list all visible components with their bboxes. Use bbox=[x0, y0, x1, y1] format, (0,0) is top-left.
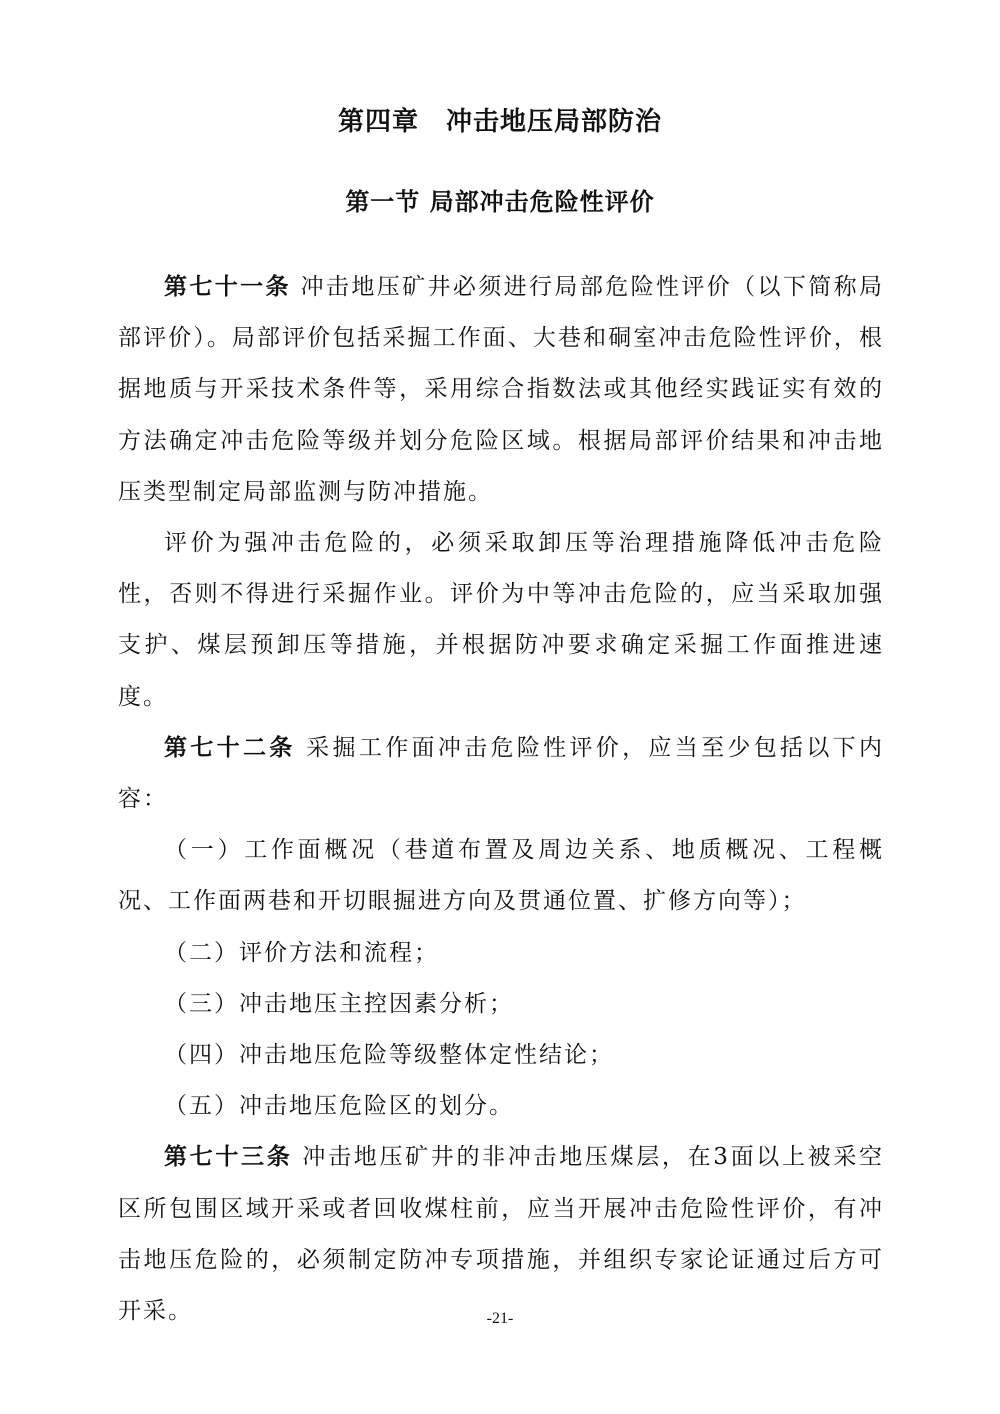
article-71 bbox=[118, 262, 884, 518]
article-label: 第七十一条 bbox=[164, 274, 291, 300]
document-body bbox=[118, 262, 884, 1337]
chapter-title: 第四章 冲击地压局部防治 bbox=[337, 107, 662, 137]
article-text: 冲击地压矿井的非冲击地压煤层，在3面以上被采空区所包围区域开采或者回收煤柱前，应当开展冲击危险性评价，有冲击地压危险的，必须制定防冲专项措施，并组织专家论证通过后方可开采。 bbox=[118, 1144, 884, 1325]
list-item: （三）冲击地压主控因素分析； bbox=[164, 990, 514, 1017]
article-73 bbox=[118, 1132, 884, 1337]
article-72 bbox=[118, 723, 884, 825]
section-title: 第一节 局部冲击危险性评价 bbox=[345, 188, 655, 216]
article-label: 第七十二条 bbox=[164, 734, 296, 761]
article-text: 冲击地压矿井必须进行局部危险性评价（以下简称局部评价）。局部评价包括采掘工作面、大巷和硐室冲击危险性评价，根据地质与开采技术条件等，采用综合指数法或其他经实践证实有效的方法确定冲击危险等级并划分危险区域。根据局部评价结果和冲击地压类型制定局部监测与防冲措施。 bbox=[118, 274, 885, 505]
list-item: （四）冲击地压危险等级整体定性结论； bbox=[164, 1042, 614, 1069]
article-71-continuation: 评价为强冲击危险的，必须采取卸压等治理措施降低冲击危险性，否则不得进行采掘作业。评价为中等冲击危险的，应当采取加强支护、煤层预卸压等措施，并根据防冲要求确定采掘工作面推进速度。 bbox=[118, 530, 884, 710]
article-text: 采掘工作面冲击危险性评价，应当至少包括以下内容： bbox=[118, 734, 884, 813]
list-item: （一）工作面概况（巷道布置及周边关系、地质概况、工程概况、工作面两巷和开切眼掘进方向及贯通位置、扩修方向等）； bbox=[118, 837, 884, 915]
article-label: 第七十三条 bbox=[164, 1144, 293, 1171]
list-item: （五）冲击地压危险区的划分。 bbox=[164, 1093, 514, 1120]
list-item: （二）评价方法和流程； bbox=[164, 939, 439, 966]
page-number: -21- bbox=[486, 1310, 514, 1327]
